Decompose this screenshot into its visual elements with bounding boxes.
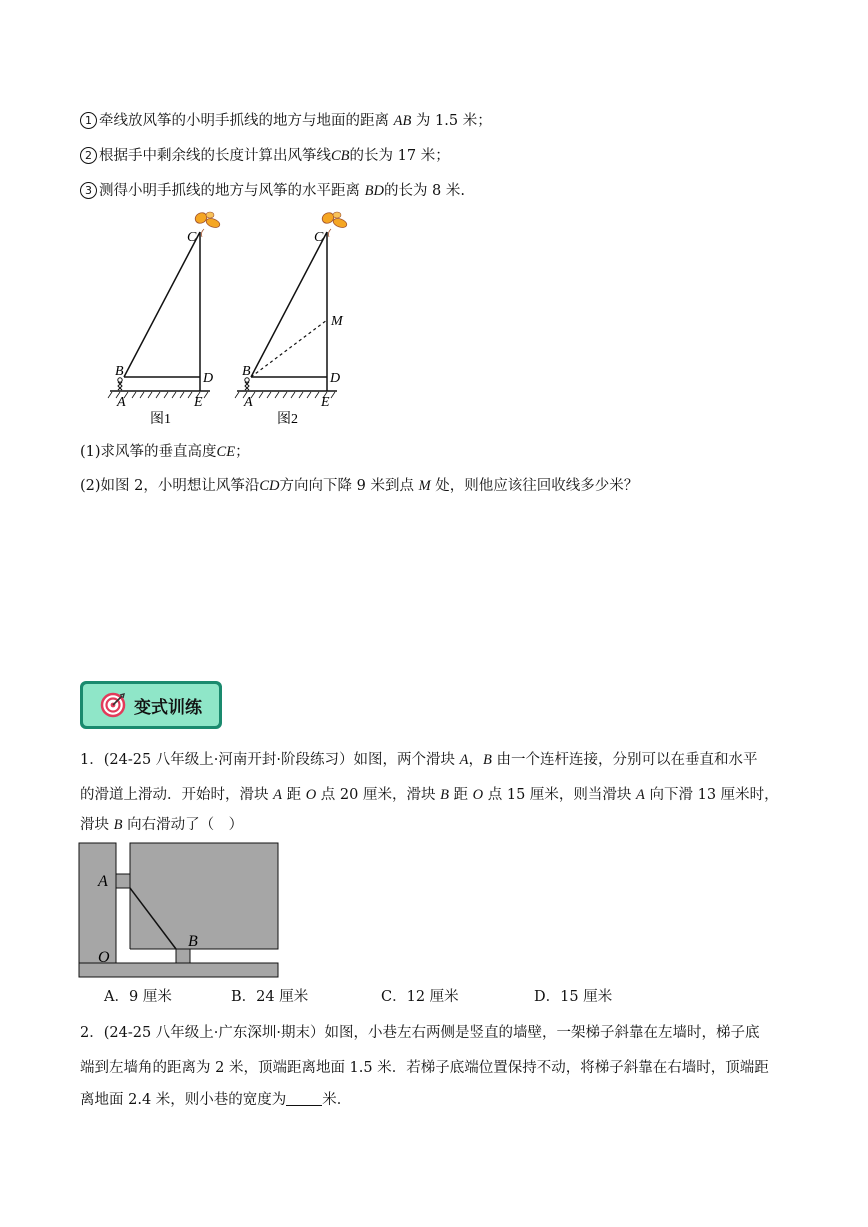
text: 由一个连杆连接，分别可以在垂直和水平 [491, 752, 758, 768]
circled-number: 3 [80, 182, 97, 199]
label-D: D [203, 371, 214, 386]
choice-a[interactable] [104, 987, 172, 1007]
choice-letter: C． [381, 989, 407, 1005]
answer-blank[interactable] [286, 1091, 322, 1106]
condition-var: AB [393, 113, 412, 129]
condition-1 [80, 111, 492, 131]
condition-var: CB [331, 148, 350, 164]
kite-figures [100, 205, 360, 430]
var: B [482, 752, 492, 768]
condition-var: BD [364, 183, 384, 199]
text: 点 15 厘米，则当滑块 [483, 787, 637, 803]
text: 米． [322, 1092, 352, 1108]
var: A [636, 787, 645, 803]
question-text: 处，则他应该往回收线多少米？ [430, 478, 639, 494]
text: 距 [281, 787, 306, 803]
choice-text: 24 厘米 [256, 989, 309, 1005]
slider-figure [78, 842, 282, 980]
label-A: A [117, 395, 126, 410]
section-badge-inner [83, 684, 219, 726]
condition-text: 测得小明手抓线的地方与风筝的水平距离 [99, 183, 365, 199]
question-var: CD [259, 478, 280, 494]
choice-letter: B． [231, 989, 257, 1005]
label-E: E [321, 395, 330, 410]
label-B: B [115, 364, 124, 379]
choice-c[interactable] [381, 987, 459, 1007]
figure-2 [235, 211, 348, 427]
label-E: E [194, 395, 203, 410]
problem-2-line-2: 端到左墙角的距离为 2 米，顶端距离地面 1.5 米．若梯子底端位置保持不动，将梯子斜靠在右墙时，顶端距 [80, 1060, 769, 1076]
choice-b[interactable] [231, 987, 308, 1007]
kite-icon [193, 211, 221, 237]
var: A [273, 787, 282, 803]
choice-d[interactable] [534, 987, 612, 1007]
question-var: M [418, 478, 431, 494]
problem-1-line-1 [80, 750, 757, 770]
label-A: A [244, 395, 253, 410]
label-B: B [242, 364, 251, 379]
text: ， [468, 752, 483, 768]
section-badge [80, 681, 222, 729]
question-text: (1)求风筝的垂直高度 [80, 444, 217, 460]
var: B [113, 817, 123, 833]
choice-text: 9 厘米 [128, 989, 172, 1005]
circled-number: 1 [80, 112, 97, 129]
text: 向右滑动了（ ） [122, 817, 244, 833]
question-1 [80, 442, 250, 462]
condition-text: 的长为 17 米； [349, 148, 450, 164]
condition-2 [80, 146, 450, 166]
choice-text: 15 厘米 [560, 989, 613, 1005]
problem-2-line-3 [80, 1090, 351, 1110]
choice-text: 12 厘米 [406, 989, 459, 1005]
label-C: C [314, 230, 324, 245]
question-text: 方向向下降 9 米到点 [279, 478, 419, 494]
var: A [459, 752, 469, 768]
problem-1-line-3 [80, 815, 243, 835]
circled-number: 2 [80, 147, 97, 164]
target-icon [100, 692, 126, 718]
text: 点 20 厘米，滑块 [316, 787, 441, 803]
kite-icon [320, 211, 348, 237]
label-A: A [98, 873, 108, 890]
var: O [472, 787, 484, 803]
question-2 [80, 476, 638, 496]
label-M: M [331, 314, 343, 329]
choice-letter: A． [104, 989, 129, 1005]
question-text: (2)如图 2，小明想让风筝沿 [80, 478, 260, 494]
text: 离地面 2.4 米，则小巷的宽度为 [80, 1092, 287, 1108]
figure-caption: 图1 [150, 412, 171, 427]
problem-2-line-1: 2．(24-25 八年级上·广东深圳·期末）如图，小巷左右两侧是竖直的墙壁，一架梯子斜靠在左墙时，梯子底 [80, 1025, 760, 1041]
text: 距 [448, 787, 473, 803]
figure-1 [108, 211, 221, 427]
choice-letter: D． [534, 989, 561, 1005]
figure-caption: 图2 [277, 412, 298, 427]
question-text: ； [235, 444, 250, 460]
text: 向下滑 13 厘米时， [644, 787, 779, 803]
condition-text: 牵线放风筝的小明手抓线的地方与地面的距离 [99, 113, 394, 129]
label-D: D [330, 371, 341, 386]
condition-text: 根据手中剩余线的长度计算出风筝线 [99, 148, 331, 164]
var: B [440, 787, 449, 803]
problem-1-line-2 [80, 785, 779, 805]
question-var: CE [216, 444, 236, 460]
condition-text: 的长为 8 米. [383, 183, 466, 199]
label-O: O [98, 949, 110, 966]
text: 滑块 [80, 817, 114, 833]
condition-3 [80, 181, 465, 201]
text: 的滑道上滑动．开始时，滑块 [80, 787, 274, 803]
condition-text: 为 1.5 米； [411, 113, 492, 129]
label-B: B [188, 933, 198, 950]
var: O [305, 787, 317, 803]
section-title: 变式训练 [134, 697, 202, 718]
label-C: C [187, 230, 197, 245]
text: 1．(24-25 八年级上·河南开封·阶段练习）如图，两个滑块 [80, 752, 460, 768]
